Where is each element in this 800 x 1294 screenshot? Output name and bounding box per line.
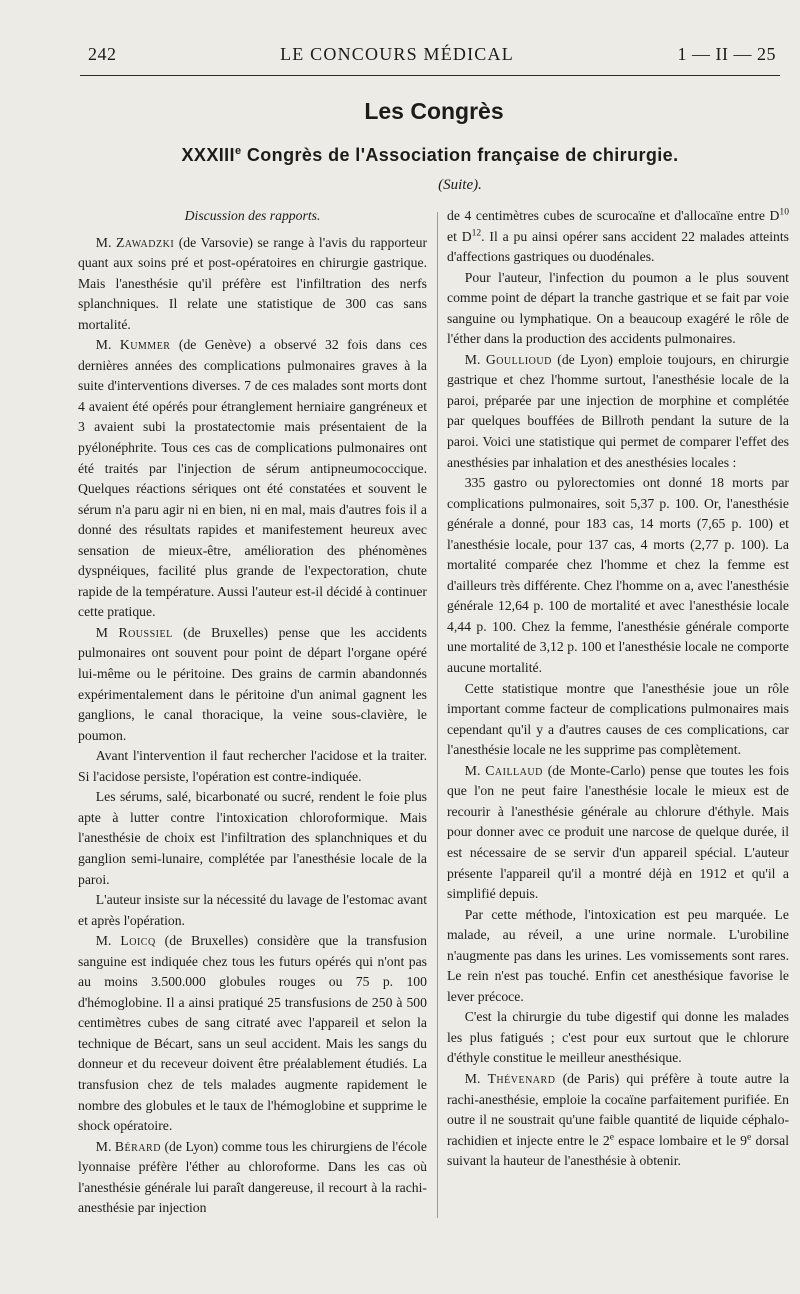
journal-title: LE CONCOURS MÉDICAL xyxy=(280,44,514,64)
author-name: Caillaud xyxy=(485,762,543,778)
paragraph-chirurgie: C'est la chirurgie du tube digestif qui donne les malades les plus fatigués ; c'est pour eux surtout que le chlorure d'éthyle constitue le meilleur anesthésique. xyxy=(447,1009,789,1066)
paragraph-text: dorsal suivant la hauteur de l'anesthésie à obtenir. xyxy=(447,1132,789,1169)
paragraph-conclusion: Cette statistique montre que l'anesthésie joue un rôle important comme facteur de complications pulmonaires mais cependant qu'il y a d'autres causes de ces complications, car l'anesthésie locale ne les supprime pas complètement. xyxy=(447,680,789,758)
paragraph-serums: Les sérums, salé, bicarbonaté ou sucré, rendent le foie plus apte à lutter contre l'intoxication chloroformique. Mais l'anesthésie de choix est l'infiltration des splanchniques et du ganglion semi-lunaire, complétée par l'anesthésie locale de la paroi. xyxy=(78,789,427,887)
right-column xyxy=(447,206,789,1172)
author-name: Roussiel xyxy=(118,624,173,640)
superscript: e xyxy=(747,1131,752,1143)
issue-date: 1 — II — 25 xyxy=(677,44,776,64)
paragraph-text: et D xyxy=(447,228,472,244)
discussion-subheading: Discussion des rapports. xyxy=(184,208,321,223)
paragraph-goullioud xyxy=(447,350,789,473)
author-name: Loicq xyxy=(120,933,156,949)
paragraph-text: . Il a pu ainsi opérer sans accident 22 malades atteints d'affections gastriques ou duodénales. xyxy=(447,228,789,265)
header-rule xyxy=(80,75,780,76)
page-number: 242 xyxy=(88,44,117,64)
paragraph-thevenard xyxy=(447,1069,789,1172)
paragraph-text: (de Varsovie) se range à l'avis du rapporteur quant aux soins pré et post-opératoires en chirurgie gastrique. Mais l'anesthésie qu'il préfère est l'infiltration des nerfs splanchniques. Il relate une statistique de 300 cas sans mortalité. xyxy=(78,234,428,332)
superscript: e xyxy=(609,1131,614,1143)
congress-name: Congrès de l'Association française de chirurgie. xyxy=(246,145,679,165)
paragraph-lead: M. xyxy=(464,1070,481,1086)
paragraph-lavage: L'auteur insiste sur la nécessité du lavage de l'estomac avant et après l'opération. xyxy=(78,892,427,928)
paragraph-statistics: 335 gastro ou pylorectomies ont donné 18 morts par complications pulmonaires, soit 5,37 p. 100. Or, l'anesthésie générale a donné, pour 183 cas, 14 morts (7,65 p. 100) et l'anesthésie locale, pour 137 cas, 4 morts (2,77 p. 100). La mortalité comparée chez l'homme et chez la femme est d'ailleurs très différente. Chez l'homme on a, avec l'anesthésie générale 12,64 p. 100 de mortalité et avec l'anesthésie locale 4,44 p. 100. Chez la femme, l'anesthésie générale comporte une mortalité de 3,12 p. 100 et l'anesthésie locale ne comporte aucune mortalité. xyxy=(447,475,789,676)
section-title: Les Congrès xyxy=(364,98,504,124)
paragraph-text: (de Bruxelles) pense que les accidents pulmonaires ont souvent pour point de départ l'organe opéré lui-même ou le péritoine. Des grains de carmin abandonnés expérimentalement dans le péritoine d'un animal gagnent les ganglions, le canal thoracique, la veine sous-clavière, le poumon. xyxy=(78,624,428,743)
paragraph-text: (de Genève) a observé 32 fois dans ces dernières années des complications pulmonaires graves à la suite d'interventions diverses. 7 de ces malades sont morts dont 4 avaient été opérés pour étranglement herniaire gangréneux et 3 avaient subi la prostatectomie mais présentaient de la pyélonéphrite. Tous ces cas de complications pulmonaires ont été traités par l'injection de sérum antipneumococcique. Quelques réactions sériques ont été constatées et souvent le sérum n'a paru agir ni en bien, ni en mal, mais d'autres fois il a donné des résultats rapides et manifestement heureux avec sensation de mieux-être, amélioration des phénomènes dyspnéiques, facilité plus grande de l'expectoration, chute rapide de la température. Aussi l'auteur est-il décidé à continuer cette pratique. xyxy=(78,337,428,620)
superscript: 10 xyxy=(779,206,789,218)
author-name: Thévenard xyxy=(487,1070,556,1086)
suite-note: (Suite). xyxy=(438,177,482,193)
paragraph-lead: M. xyxy=(95,1138,112,1154)
paragraph-loicq xyxy=(78,931,427,1136)
paragraph-lead: M. xyxy=(464,351,481,367)
superscript: 12 xyxy=(471,226,482,238)
paragraph-roussiel xyxy=(78,623,427,746)
paragraph-text: (de Monte-Carlo) pense que toutes les fois que l'on ne peut faire l'anesthésie locale le mieux est de recourir à l'anesthésie générale au chlorure d'éthyle. Mais pour donner avec ce produit une narcose de quelque durée, il est nécessaire de se servir d'un appareil spécial. L'auteur présente l'appareil qu'il a montré déjà en 1912 et qu'il a simplifié depuis. xyxy=(447,762,790,902)
paragraph-text: (de Lyon) comme tous les chirurgiens de l'école lyonnaise préfère l'éther au chloroforme. Dans les cas où l'anesthésie générale lui paraît dangereuse, il recourt à la rachi-anesthésie par injection xyxy=(78,1138,428,1216)
paragraph-infection: Pour l'auteur, l'infection du poumon a le plus souvent comme point de départ la tranche gastrique et se fait par voie sanguine ou lymphatique. On a beaucoup exagéré le rôle de l'éther dans la production des accidents pulmonaires. xyxy=(447,269,789,347)
paragraph-text: (de Lyon) emploie toujours, en chirurgie gastrique et chez l'homme surtout, l'anesthésie locale de la paroi, préparée par une injection de morphine et complétée par quelques bouffées de Billroth pendant la suture de la paroi. Voici une statistique qui permet de comparer l'effet des anesthésies par inhalation et des anesthésies locales : xyxy=(447,351,790,470)
paragraph-lead: M xyxy=(95,624,108,640)
paragraph-text: (de Paris) qui préfère à toute autre la rachi-anesthésie, emploie la cocaïne parfaitement purifiée. En outre il ne soustrait qu'une faible quantité de liquide céphalo-rachidien et injecte entre le 2 xyxy=(447,1070,790,1148)
congress-title xyxy=(80,145,780,166)
left-column xyxy=(78,206,427,1219)
paragraph-lead: M. xyxy=(95,933,112,949)
paragraph-acidose: Avant l'intervention il faut rechercher l'acidose et la traiter. Si l'acidose persiste, l'opération est contre-indiquée. xyxy=(78,748,427,784)
paragraph-berard xyxy=(78,1137,427,1219)
author-name: Bérard xyxy=(114,1138,161,1154)
paragraph-caillaud xyxy=(447,761,789,905)
paragraph-kummer xyxy=(78,335,427,623)
author-name: Zawadzki xyxy=(115,234,175,250)
paragraph-methode: Par cette méthode, l'intoxication est peu marquée. Le malade, au réveil, a une urine normale. L'urobiline n'augmente pas dans les urines. Les vomissements sont rares. Le rein n'est pas touché. Enfin cet anesthésique favorise le lever précoce. xyxy=(447,906,789,1004)
running-head xyxy=(88,44,776,72)
author-name: Kummer xyxy=(119,337,171,353)
congress-ordinal: e xyxy=(234,145,242,157)
paragraph-berard-continued xyxy=(447,206,789,268)
paragraph-lead: M. xyxy=(95,234,112,250)
author-name: Goullioud xyxy=(485,351,552,367)
paragraph-zawadzki xyxy=(78,233,427,336)
paragraph-text: espace lombaire et le 9 xyxy=(613,1132,748,1148)
paragraph-text: (de Bruxelles) considère que la transfusion sanguine est indiquée chez tous les futurs opérés qui n'ont pas au moins 3.500.000 globules rouges ou 75 p. 100 d'hémoglobine. Il a ainsi pratiqué 25 transfusions de 250 à 500 centimètres cubes de sang citraté avec l'appareil et selon la technique de Bécart, sans un seul accident. Mais les sangs du donneur et du receveur doivent être préalablement étudiés. La transfusion chez de tels malades augmente rapidement le nombre des globules et le taux de l'hémoglobine et supprime le shock opératoire. xyxy=(78,933,427,1134)
paragraph-text: de 4 centimètres cubes de scurocaïne et d'allocaïne entre D xyxy=(447,208,780,223)
congress-number: XXXIII xyxy=(181,145,235,165)
column-divider xyxy=(437,212,438,1218)
paragraph-lead: M. xyxy=(464,762,481,778)
paragraph-lead: M. xyxy=(95,337,112,353)
